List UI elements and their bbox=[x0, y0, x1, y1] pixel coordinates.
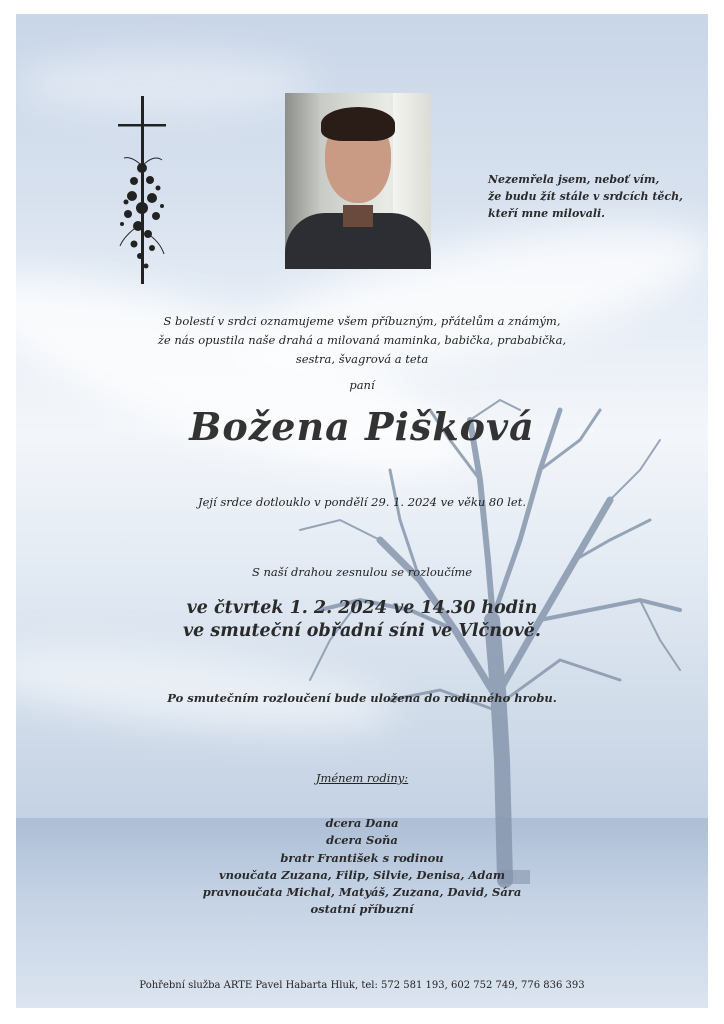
family-member: pravnoučata Michal, Matyáš, Zuzana, David, Sára bbox=[202, 885, 522, 900]
deceased-name: Božena Pišková bbox=[189, 404, 535, 449]
announcement-line: S bolestí v srdci oznamujeme všem příbuzným, přátelům a známým, bbox=[163, 314, 561, 328]
quote-line: kteří mne milovali. bbox=[488, 207, 606, 220]
family-heading: Jménem rodiny: bbox=[315, 771, 409, 785]
portrait-photo bbox=[285, 93, 431, 269]
funeral-service-footer: Pohřební služba ARTE Pavel Habarta Hluk, tel: 572 581 193, 602 752 749, 776 836 393 bbox=[139, 980, 585, 991]
farewell-intro: S naší drahou zesnulou se rozloučíme bbox=[251, 565, 473, 579]
burial-note: Po smutečním rozloučení bude uložena do rodinného hrobu. bbox=[167, 691, 557, 705]
family-list bbox=[0, 815, 724, 919]
quote-line: že budu žít stále v srdcích těch, bbox=[488, 190, 683, 203]
quote-line: Nezemřela jsem, neboť vím, bbox=[488, 173, 660, 186]
announcement bbox=[0, 312, 724, 369]
family-member: bratr František s rodinou bbox=[280, 850, 444, 865]
death-date-line: Její srdce dotlouklo v pondělí 29. 1. 2024 ve věku 80 let. bbox=[198, 495, 526, 509]
cross-with-flowers-icon bbox=[112, 96, 172, 286]
family-member: vnoučata Zuzana, Filip, Silvie, Denisa, Adam bbox=[218, 867, 506, 882]
honorific: paní bbox=[349, 378, 375, 392]
family-member: dcera Soňa bbox=[326, 833, 398, 848]
family-member: ostatní příbuzní bbox=[310, 902, 414, 917]
ceremony-place: ve smuteční obřadní síni ve Vlčnově. bbox=[182, 621, 542, 641]
ceremony-date: ve čtvrtek 1. 2. 2024 ve 14.30 hodin bbox=[186, 598, 538, 618]
memorial-quote bbox=[488, 171, 683, 222]
announcement-line: sestra, švagrová a teta bbox=[295, 352, 429, 366]
ceremony-details bbox=[0, 597, 724, 643]
family-member: dcera Dana bbox=[325, 816, 399, 830]
announcement-line: že nás opustila naše drahá a milovaná maminka, babička, prababička, bbox=[157, 333, 567, 347]
